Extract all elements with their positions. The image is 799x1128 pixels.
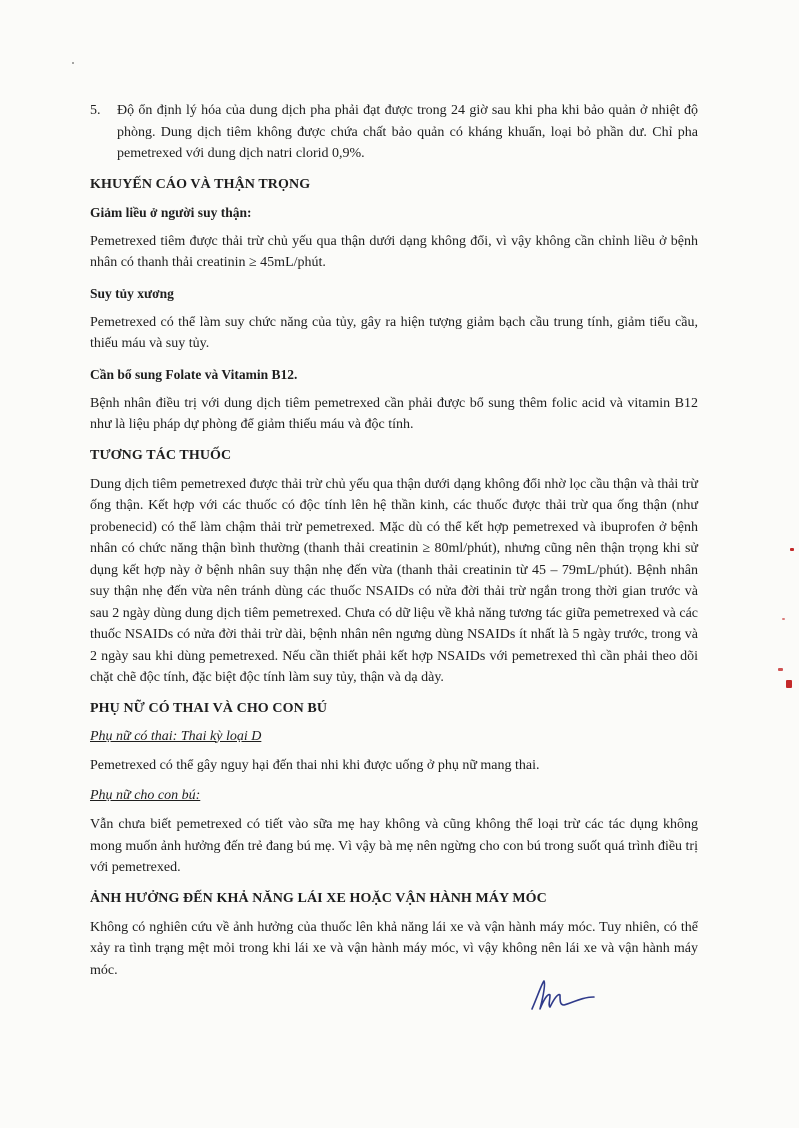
paragraph-pregnant: Pemetrexed có thể gây nguy hại đến thai nhi khi được uống ở phụ nữ mang thai. [90,757,540,773]
subheading-breastfeeding: Phụ nữ cho con bú: [90,788,201,803]
subheading-folate: Cần bổ sung Folate và Vitamin B12. [90,366,298,382]
section-title-driving: ẢNH HƯỞNG ĐẾN KHẢ NĂNG LÁI XE HOẶC VẬN HÀNH MÁY MÓC [90,890,547,906]
scan-dot [72,62,74,64]
scan-mark [778,668,783,671]
section-title-pregnancy: PHỤ NỮ CÓ THAI VÀ CHO CON BÚ [90,700,328,716]
paragraph-driving: Không có nghiên cứu về ảnh hưởng của thuốc lên khả năng lái xe và vận hành máy móc. Tuy nhiên, có thể xảy ra tình trạng mệt mỏi trong khi lái xe và vận hành máy móc, vì vậy không nên lái xe và vận hành máy móc. [90,919,698,978]
signature-mark [528,975,598,1015]
subheading-marrow: Suy tủy xương [90,285,174,301]
list-item-5 [90,100,698,165]
scan-mark [786,680,792,688]
paragraph-folate: Bệnh nhân điều trị với dung dịch tiêm pemetrexed cần phải được bổ sung thêm folic acid và vitamin B12 như là liệu pháp dự phòng để giảm thiếu máu và độc tính. [90,395,698,432]
list-item-number: 5. [90,103,101,118]
paragraph-marrow: Pemetrexed có thể làm suy chức năng của tủy, gây ra hiện tượng giảm bạch cầu trung tính, giảm tiểu cầu, thiếu máu và suy tủy. [90,314,698,351]
subheading-pregnant: Phụ nữ có thai: Thai kỳ loại D [90,728,262,744]
subheading-renal: Giảm liều ở người suy thận: [90,204,252,220]
paragraph-renal: Pemetrexed tiêm được thải trừ chủ yếu qua thận dưới dạng không đổi, vì vậy không cần chỉnh liều ở bệnh nhân có thanh thải creatinin ≥ 45mL/phút. [90,233,698,270]
paragraph-interactions: Dung dịch tiêm pemetrexed được thải trừ chủ yếu qua thận dưới dạng không đổi nhờ lọc cầu thận và thải trừ ống thận. Kết hợp với các thuốc có độc tính lên hệ thần kinh, các thuốc được thải trừ qua ống thận (như probenecid) có thể làm chậm thải trừ pemetrexed. Mặc dù có thể kết hợp pemetrexed và ibuprofen ở bệnh nhân có chức năng thận bình thường (thanh thải creatinin ≥ 80ml/phút), nhưng cũng nên thận trọng khi sử dụng kết hợp này ở bệnh nhân suy thận nhẹ đến vừa (thanh thải creatinin từ 45 – 79mL/phút). Bệnh nhân suy thận nhẹ đến vừa nên tránh dùng các thuốc NSAIDs có nửa đời thải trừ ngắn trong thời gian trước và sau 2 ngày dùng dung dịch tiêm pemetrexed. Chưa có dữ liệu về khả năng tương tác giữa pemetrexed và các thuốc NSAIDs có nửa đời thải trừ dài, bệnh nhân nên ngưng dùng NSAIDs ít nhất là 5 ngày trước, trong và 2 ngày sau khi dùng pemetrexed. Nếu cần thiết phải kết hợp NSAIDs với pemetrexed thì cần phải theo dõi chặt chẽ độc tính, đặc biệt độc tính làm suy tủy, thận và dạ dày. [90,476,698,685]
section-title-warnings: KHUYẾN CÁO VÀ THẬN TRỌNG [90,176,311,192]
document-body [90,100,698,991]
scan-mark [782,618,785,620]
scan-mark [790,548,794,551]
paragraph-breastfeeding: Vẫn chưa biết pemetrexed có tiết vào sữa mẹ hay không và cũng không thể loại trừ các tác dụng không mong muốn ảnh hưởng đến trẻ đang bú mẹ. Vì vậy bà mẹ nên ngừng cho con bú trong suốt quá trình điều trị với pemetrexed. [90,817,698,875]
list-item-text: Độ ổn định lý hóa của dung dịch pha phải đạt được trong 24 giờ sau khi pha khi bảo quản ở nhiệt độ phòng. Dung dịch tiêm không được chứa chất bảo quản có kháng khuẩn, loại bỏ phần dư. Chỉ pha pemetrexed với dung dịch natri clorid 0,9%. [117,103,698,161]
section-title-interactions: TƯƠNG TÁC THUỐC [90,447,232,463]
